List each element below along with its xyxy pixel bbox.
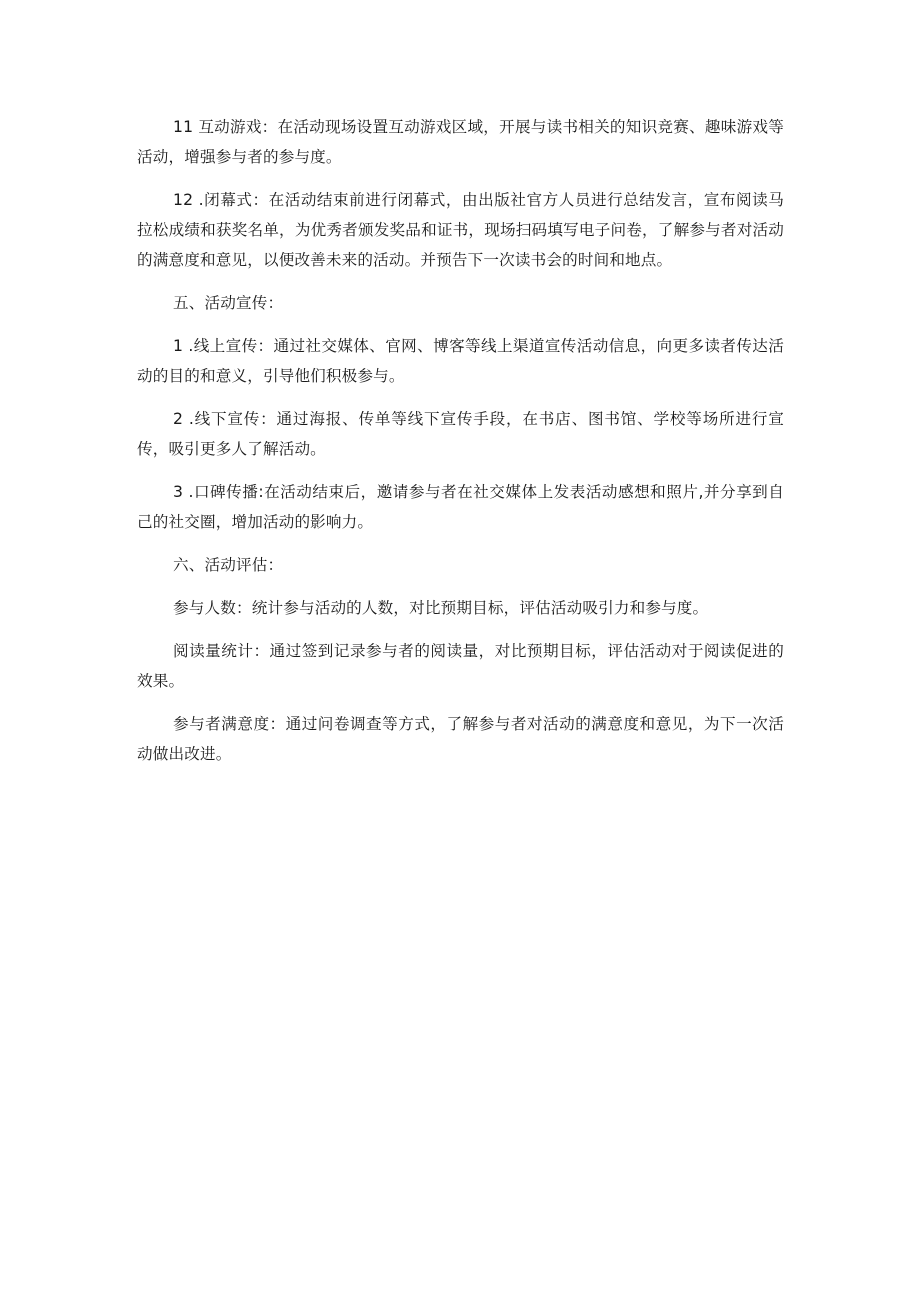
paragraph-closing-ceremony: 12 .闭幕式：在活动结束前进行闭幕式，由出版社官方人员进行总结发言，宣布阅读马拉松成绩和获奖名单，为优秀者颁发奖品和证书，现场扫码填写电子问卷，了解参与者对活动的满意度和意见，以便改善未来的活动。并预告下一次读书会的时间和地点。 bbox=[137, 191, 784, 269]
paragraph-participant-satisfaction: 参与者满意度：通过问卷调查等方式，了解参与者对活动的满意度和意见，为下一次活动做出改进。 bbox=[137, 715, 784, 763]
document-body bbox=[137, 112, 784, 782]
section-heading-promotion: 五、活动宣传： bbox=[173, 294, 284, 312]
paragraph-interactive-games: 11 互动游戏：在活动现场设置互动游戏区域，开展与读书相关的知识竞赛、趣味游戏等活动，增强参与者的参与度。 bbox=[137, 118, 784, 166]
section-heading-evaluation: 六、活动评估： bbox=[173, 556, 284, 574]
paragraph-reading-statistics: 阅读量统计：通过签到记录参与者的阅读量，对比预期目标，评估活动对于阅读促进的效果。 bbox=[137, 642, 784, 690]
paragraph-word-of-mouth: 3 .口碑传播:在活动结束后，邀请参与者在社交媒体上发表活动感想和照片,并分享到自己的社交圈，增加活动的影响力。 bbox=[137, 483, 784, 531]
paragraph-offline-promotion: 2 .线下宣传：通过海报、传单等线下宣传手段，在书店、图书馆、学校等场所进行宣传，吸引更多人了解活动。 bbox=[137, 410, 784, 458]
paragraph-online-promotion: 1 .线上宣传：通过社交媒体、官网、博客等线上渠道宣传活动信息，向更多读者传达活动的目的和意义，引导他们积极参与。 bbox=[137, 337, 784, 385]
paragraph-participant-count: 参与人数：统计参与活动的人数，对比预期目标，评估活动吸引力和参与度。 bbox=[173, 599, 709, 617]
